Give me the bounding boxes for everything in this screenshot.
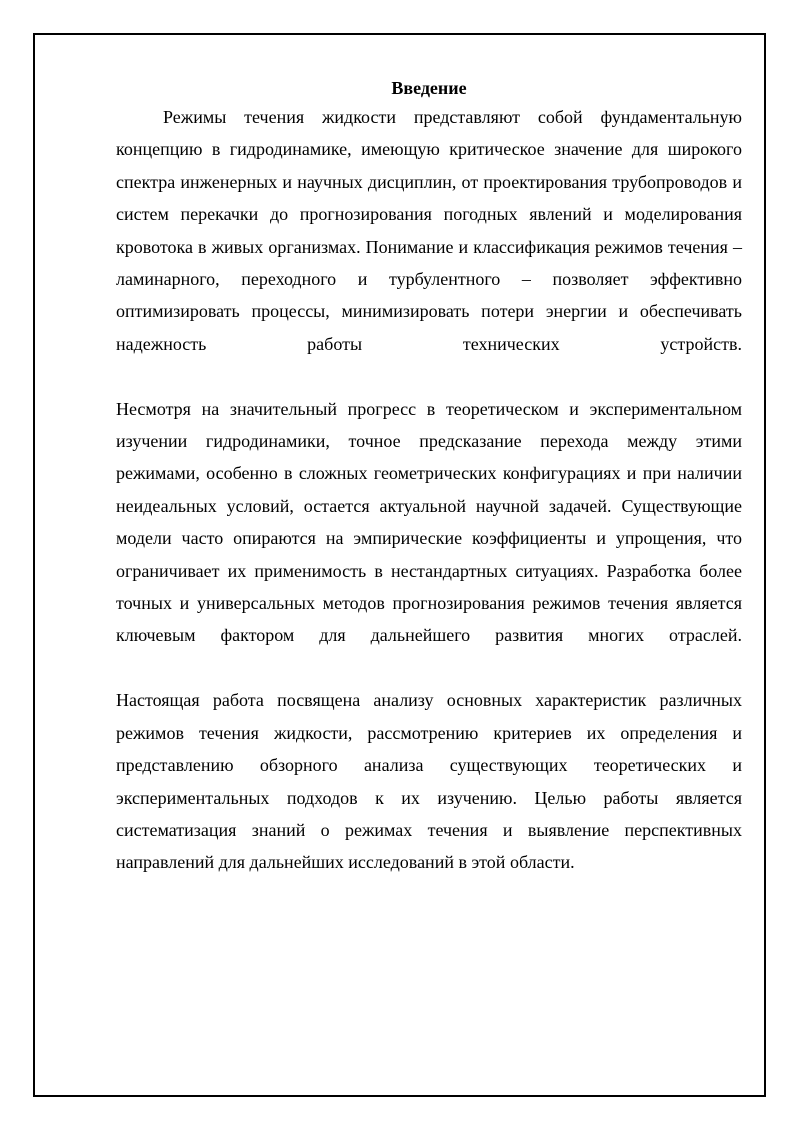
paragraph-2: Несмотря на значительный прогресс в теоретическом и экспериментальном изучении гидродинамики, точное предсказание перехода между этими режимами, особенно в сложных геометрических конфигурациях и при наличии неидеальных условий, остается актуальной научной задачей. Существующие модели часто опираются на эмпирические коэффициенты и упрощения, что ограничивает их применимость в нестандартных ситуациях. Разработка более точных и универсальных методов прогнозирования режимов течения является ключевым фактором для дальнейшего развития многих отраслей. <box>116 398 742 646</box>
paragraph-spacer <box>116 360 742 392</box>
page-title: Введение <box>391 78 467 98</box>
paragraph-3: Настоящая работа посвящена анализу основных характеристик различных режимов течения жидкости, рассмотрению критериев их определения и представлению обзорного анализа существующих теоретических и экспериментальных подходов к их изучению. Целью работы является систематизация знаний о режимах течения и выявление перспективных направлений для дальнейших исследований в этой области. <box>116 690 742 873</box>
document-body <box>116 76 742 879</box>
paragraph-1: Режимы течения жидкости представляют собой фундаментальную концепцию в гидродинамике, имеющую критическое значение для широкого спектра инженерных и научных дисциплин, от проектирования трубопроводов и систем перекачки до прогнозирования погодных явлений и моделирования кровотока в живых организмах. Понимание и классификация режимов течения – ламинарного, переходного и турбулентного – позволяет эффективно оптимизировать процессы, минимизировать потери энергии и обеспечивать надежность работы технических устройств. <box>116 107 742 354</box>
paragraph-spacer <box>116 652 742 684</box>
